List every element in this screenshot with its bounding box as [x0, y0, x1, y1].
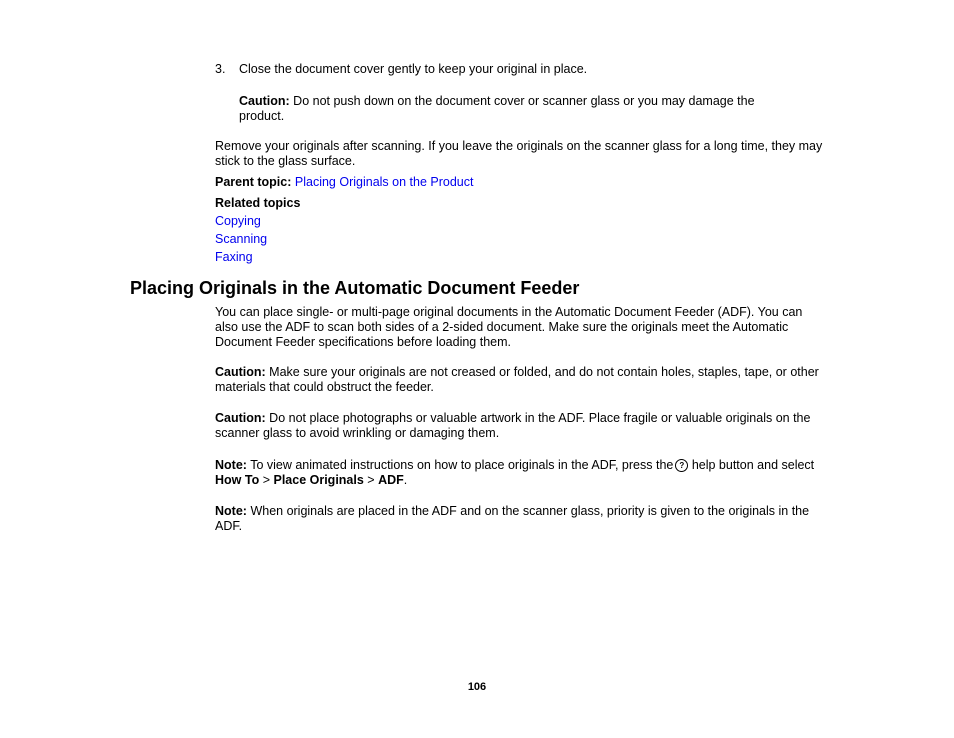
- menu-separator: >: [367, 473, 375, 487]
- step-number: 3.: [215, 62, 226, 76]
- related-link-faxing[interactable]: Faxing: [215, 250, 253, 264]
- note-text-cont: help button and select: [691, 458, 815, 472]
- related-link-copying[interactable]: Copying: [215, 214, 261, 228]
- caution-label: Caution:: [239, 94, 290, 108]
- parent-topic-link[interactable]: Placing Originals on the Product: [294, 175, 474, 189]
- menu-adf: ADF: [378, 473, 404, 487]
- note-text: To view animated instructions on how to place originals in the ADF, press the: [250, 458, 674, 472]
- menu-how-to: How To: [215, 473, 260, 487]
- caution-label: Caution:: [215, 411, 266, 425]
- note-label: Note:: [215, 458, 247, 472]
- caution-cover: [239, 94, 799, 124]
- note-end: .: [403, 473, 408, 487]
- caution-text: Do not place photographs or valuable artwork in the ADF. Place fragile or valuable originals on the scanner glass to avoid wrinkling or damaging them.: [215, 411, 811, 440]
- related-topics-label: [215, 196, 300, 211]
- caution-label: Caution:: [215, 365, 266, 379]
- remove-originals-text: Remove your originals after scanning. If you leave the originals on the scanner glass for a long time, they may stick to the glass surface.: [215, 139, 823, 168]
- menu-separator: >: [262, 473, 270, 487]
- section-title: Placing Originals in the Automatic Document Feeder: [130, 278, 580, 298]
- menu-place-originals: Place Originals: [273, 473, 364, 487]
- note-animated-instructions: [215, 458, 825, 488]
- section-intro: You can place single- or multi-page original documents in the Automatic Document Feeder (ADF). You can also use the ADF to scan both sides of a 2-sided document. Make sure the originals meet the Automatic Document Feeder specifications before loading them.: [215, 305, 803, 349]
- help-icon: ?: [675, 459, 688, 472]
- note-priority: [215, 504, 825, 534]
- step-text: Close the document cover gently to keep your original in place.: [239, 62, 588, 76]
- page-number: 106: [467, 681, 487, 693]
- note-label: Note:: [215, 504, 247, 518]
- related-topics-heading: Related topics: [215, 196, 301, 210]
- caution-creased: [215, 365, 825, 395]
- caution-photographs: [215, 411, 825, 441]
- related-link-scanning[interactable]: Scanning: [215, 232, 268, 246]
- note-text: When originals are placed in the ADF and on the scanner glass, priority is given to the originals in the ADF.: [215, 504, 810, 533]
- caution-text: Make sure your originals are not creased or folded, and do not contain holes, staples, tape, or other materials that could obstruct the feeder.: [215, 365, 819, 394]
- parent-topic-label: Parent topic:: [215, 175, 292, 189]
- parent-topic: [215, 175, 473, 190]
- caution-text: Do not push down on the document cover or scanner glass or you may damage the product.: [239, 94, 755, 123]
